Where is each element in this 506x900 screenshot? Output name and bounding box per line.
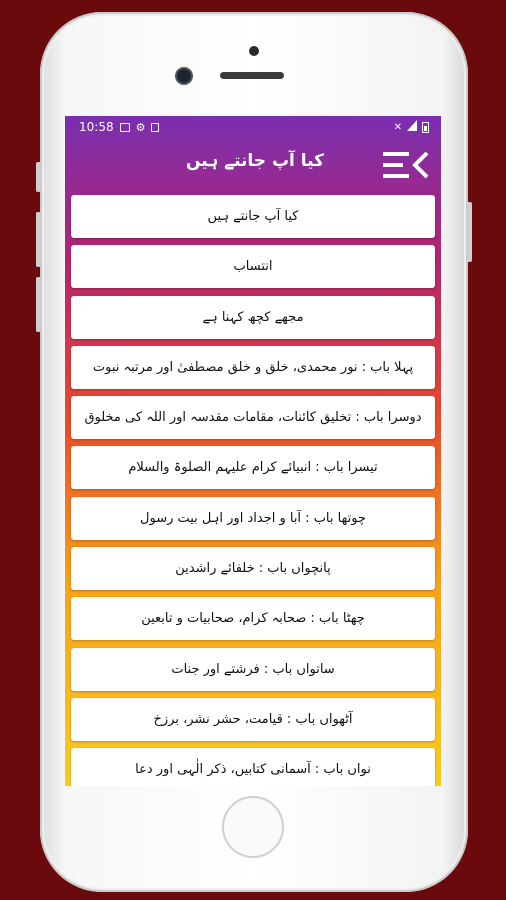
list-item[interactable] (71, 346, 435, 389)
list-item[interactable] (71, 195, 435, 238)
list-item-label: کیا آپ جانتے ہیں (207, 209, 299, 224)
list-item[interactable] (71, 748, 435, 786)
list-item[interactable] (71, 698, 435, 741)
app-screen (65, 116, 441, 786)
signal-icon (407, 120, 417, 134)
status-time: 10:58 (79, 120, 114, 134)
front-camera (177, 69, 191, 83)
list-item-label: انتساب (233, 259, 273, 275)
list-item[interactable] (71, 296, 435, 339)
list-item[interactable] (71, 648, 435, 691)
list-item-label: پہلا باب : نور محمدی، خلق و خلق مصطفیٰ اور مرتبہ نبوت (92, 359, 414, 375)
list-item-label: چوتھا باب : آبا و اجداد اور اہل بیت رسول (140, 510, 366, 526)
list-item-label: ساتواں باب : فرشتے اور جنات (171, 661, 335, 677)
list-item[interactable] (71, 547, 435, 590)
power-button (467, 202, 472, 262)
app-title: کیا آپ جانتے ہیں (186, 151, 324, 171)
proximity-sensor (249, 46, 259, 56)
list-item[interactable] (71, 497, 435, 540)
list-item[interactable] (71, 597, 435, 640)
earpiece-speaker (220, 72, 284, 79)
volume-down-button (36, 277, 41, 332)
settings-icon: ⚙ (135, 120, 146, 134)
list-item-label: مجھے کچھ کہنا ہے (202, 309, 304, 325)
list-item[interactable] (71, 245, 435, 288)
mute-switch (36, 162, 41, 192)
list-item-label: دوسرا باب : تخلیق کائنات، مقامات مقدسہ اور اللہ کی مخلوق (84, 410, 422, 426)
volume-up-button (36, 212, 41, 267)
mute-icon: ✕ (393, 121, 402, 133)
app-bar (65, 138, 441, 190)
list-item-label: پانچواں باب : خلفائے راشدین (175, 561, 331, 577)
list-item-label: آٹھواں باب : قیامت، حشر نشر، برزخ (153, 711, 353, 727)
image-icon (120, 123, 130, 132)
list-item-label: چھٹا باب : صحابہ کرام، صحابیات و تابعین (141, 611, 365, 627)
list-item-label: نواں باب : آسمانی کتابیں، ذکر الٰہی اور دعا (135, 762, 371, 778)
list-item[interactable] (71, 446, 435, 489)
list-item[interactable] (71, 396, 435, 439)
chapter-list (71, 195, 435, 786)
sim-icon (151, 123, 159, 132)
list-item-label: تیسرا باب : انبیائے کرام علیہم الصلوۃ والسلام (128, 460, 378, 476)
home-button[interactable] (222, 796, 284, 858)
status-bar (65, 116, 441, 138)
battery-icon (422, 122, 429, 133)
menu-arrow-icon[interactable] (381, 150, 431, 180)
